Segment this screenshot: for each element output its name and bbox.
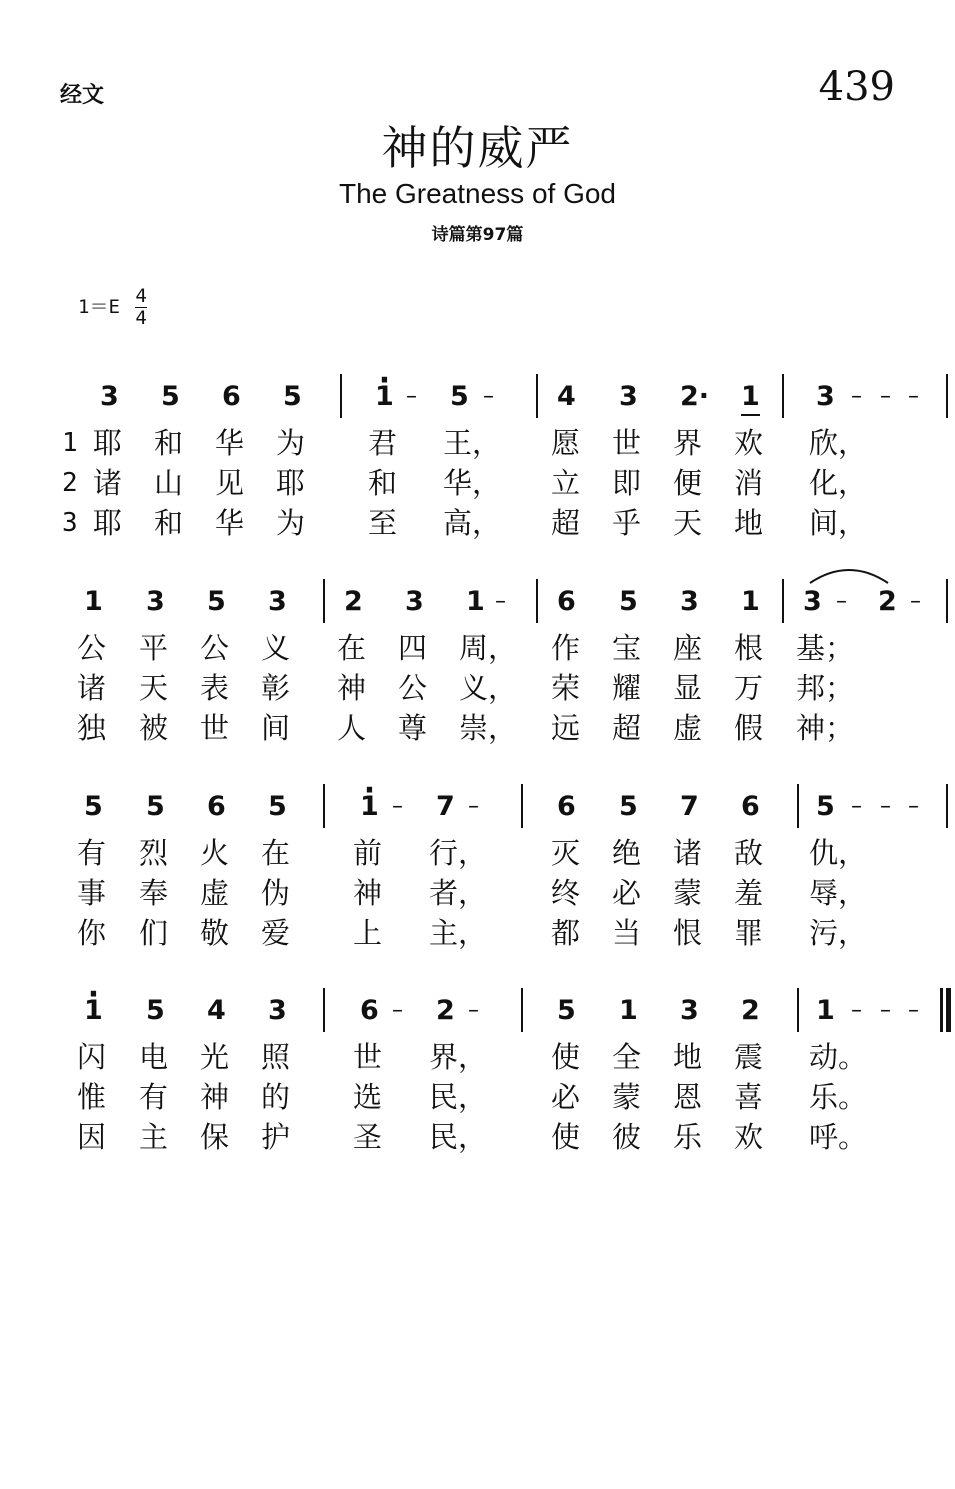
lyric-char: 作 bbox=[551, 631, 581, 665]
note: 5 bbox=[283, 381, 302, 412]
lyric-char: 和 bbox=[154, 506, 184, 540]
lyric-char: 间 bbox=[261, 711, 291, 745]
lyric-char: 和 bbox=[154, 426, 184, 460]
verse-line-2 bbox=[0, 874, 955, 914]
bar-line bbox=[521, 784, 523, 828]
lyric-char: 必 bbox=[612, 876, 642, 910]
lyric-char: 电 bbox=[139, 1040, 169, 1074]
verse-line-3 bbox=[0, 709, 955, 749]
lyric-char: 选 bbox=[353, 1080, 383, 1114]
lyric-char: 有 bbox=[139, 1080, 169, 1114]
title-chinese: 神的威严 bbox=[381, 121, 574, 175]
note: 7 bbox=[436, 791, 455, 822]
time-numerator: 4 bbox=[135, 285, 147, 307]
note: 5 bbox=[161, 381, 180, 412]
lyric-char: 照 bbox=[261, 1040, 291, 1074]
dash: – bbox=[468, 794, 479, 819]
dash: – bbox=[880, 794, 891, 819]
bar-line bbox=[323, 784, 325, 828]
lyric-char: 蒙 bbox=[612, 1080, 642, 1114]
verse-line-1 bbox=[0, 834, 955, 874]
lyric-char: 华 bbox=[215, 506, 245, 540]
lyric-char: 为 bbox=[276, 426, 306, 460]
bar-line bbox=[323, 579, 325, 623]
notation-row bbox=[0, 782, 955, 834]
note: 6 bbox=[360, 995, 379, 1026]
lyric-char: 万 bbox=[734, 671, 764, 705]
lyric-char: 敬 bbox=[200, 916, 230, 950]
lyric-char: 烈 bbox=[139, 836, 169, 870]
lyric-char: 周， bbox=[459, 631, 518, 665]
verse-line-3 bbox=[0, 914, 955, 954]
key-signature bbox=[78, 286, 147, 329]
lyric-char: 座 bbox=[673, 631, 703, 665]
lyric-char: 耀 bbox=[612, 671, 642, 705]
bar-line bbox=[536, 374, 538, 418]
lyric-char: 公 bbox=[200, 631, 230, 665]
dash: – bbox=[910, 589, 921, 614]
lyric-char: 上 bbox=[353, 916, 383, 950]
dash: – bbox=[908, 384, 919, 409]
dash: – bbox=[880, 384, 891, 409]
lyric-char: 地 bbox=[734, 506, 764, 540]
lyric-char: 蒙 bbox=[673, 876, 703, 910]
note-high: · 1 bbox=[375, 380, 394, 414]
dash: – bbox=[392, 998, 403, 1023]
lyric-char: 火 bbox=[200, 836, 230, 870]
lyric-char: 在 bbox=[261, 836, 291, 870]
dash: – bbox=[908, 794, 919, 819]
bar-line bbox=[521, 988, 523, 1032]
lyric-char: 使 bbox=[551, 1120, 581, 1154]
lyric-char: 主， bbox=[429, 916, 488, 950]
lyric-char: 公 bbox=[77, 631, 107, 665]
page-number: 439 bbox=[818, 64, 895, 110]
lyric-char: 崇， bbox=[459, 711, 518, 745]
lyric-char: 义， bbox=[459, 671, 518, 705]
title-english: The Greatness of God bbox=[338, 178, 617, 209]
lyric-char: 四 bbox=[398, 631, 428, 665]
verse-line-1 bbox=[0, 424, 955, 464]
lyric-char: 根 bbox=[734, 631, 764, 665]
lyric-char: 彰 bbox=[261, 671, 291, 705]
verse-line-2 bbox=[0, 669, 955, 709]
lyric-char: 超 bbox=[551, 506, 581, 540]
lyric-char: 民， bbox=[429, 1080, 488, 1114]
time-denominator: 4 bbox=[135, 307, 147, 329]
verse-line-1 bbox=[0, 629, 955, 669]
lyric-char: 保 bbox=[200, 1120, 230, 1154]
note: 6 bbox=[557, 791, 576, 822]
final-bar-line-thin bbox=[940, 988, 943, 1032]
lyric-char: 罪 bbox=[734, 916, 764, 950]
notation-row bbox=[0, 372, 955, 424]
lyric-char: 你 bbox=[77, 916, 107, 950]
verse-number: 2 bbox=[62, 468, 78, 498]
bar-line bbox=[797, 784, 799, 828]
dash: – bbox=[908, 998, 919, 1023]
lyric-char: 喜 bbox=[734, 1080, 764, 1114]
note: 5 bbox=[146, 995, 165, 1026]
bar-line bbox=[946, 784, 948, 828]
lyric-char: 动。 bbox=[809, 1040, 868, 1074]
lyric-char: 圣 bbox=[353, 1120, 383, 1154]
lyric-char: 至 bbox=[368, 506, 398, 540]
lyric-char: 光 bbox=[200, 1040, 230, 1074]
note: 7 bbox=[680, 791, 699, 822]
dash: – bbox=[851, 384, 862, 409]
dash: – bbox=[392, 794, 403, 819]
lyric-char: 假 bbox=[734, 711, 764, 745]
lyric-char: 世 bbox=[353, 1040, 383, 1074]
verse-line-3 bbox=[0, 504, 955, 544]
music-system-2 bbox=[0, 577, 955, 749]
lyric-char: 基； bbox=[796, 631, 855, 665]
lyric-char: 耶 bbox=[93, 506, 123, 540]
lyric-char: 都 bbox=[551, 916, 581, 950]
lyric-char: 化， bbox=[809, 466, 868, 500]
lyric-char: 有 bbox=[77, 836, 107, 870]
lyric-char: 超 bbox=[612, 711, 642, 745]
note: 1 bbox=[466, 586, 485, 617]
note: 6 bbox=[222, 381, 241, 412]
lyric-char: 神 bbox=[337, 671, 367, 705]
lyric-char: 乎 bbox=[612, 506, 642, 540]
dash: – bbox=[851, 794, 862, 819]
lyric-char: 华， bbox=[443, 466, 502, 500]
notation-row bbox=[0, 986, 955, 1038]
note: 4 bbox=[557, 381, 576, 412]
lyric-char: 神 bbox=[200, 1080, 230, 1114]
note: 4 bbox=[207, 995, 226, 1026]
bar-line bbox=[536, 579, 538, 623]
lyric-char: 者， bbox=[429, 876, 488, 910]
note: 3 bbox=[405, 586, 424, 617]
lyric-char: 震 bbox=[734, 1040, 764, 1074]
section-label: 经文 bbox=[60, 82, 105, 108]
lyric-char: 欣， bbox=[809, 426, 868, 460]
lyric-char: 虚 bbox=[673, 711, 703, 745]
lyric-char: 在 bbox=[337, 631, 367, 665]
bar-line bbox=[323, 988, 325, 1032]
lyric-char: 见 bbox=[215, 466, 245, 500]
lyric-char: 远 bbox=[551, 711, 581, 745]
note: 2 bbox=[436, 995, 455, 1026]
verse-number: 3 bbox=[62, 508, 78, 538]
note: 3 bbox=[680, 995, 699, 1026]
note: 6 bbox=[741, 791, 760, 822]
bar-line bbox=[797, 988, 799, 1032]
lyric-char: 义 bbox=[261, 631, 291, 665]
lyric-char: 和 bbox=[368, 466, 398, 500]
lyric-char: 神； bbox=[796, 711, 855, 745]
note: 1 bbox=[619, 995, 638, 1026]
scripture-reference: 诗篇第97篇 bbox=[431, 225, 524, 245]
note: 5 bbox=[619, 791, 638, 822]
lyric-char: 立 bbox=[551, 466, 581, 500]
verse-line-3 bbox=[0, 1118, 955, 1158]
lyric-char: 消 bbox=[734, 466, 764, 500]
lyric-char: 欢 bbox=[734, 426, 764, 460]
lyric-char: 诸 bbox=[673, 836, 703, 870]
lyric-char: 恨 bbox=[673, 916, 703, 950]
lyric-char: 主 bbox=[139, 1120, 169, 1154]
lyric-char: 平 bbox=[139, 631, 169, 665]
lyric-char: 宝 bbox=[612, 631, 642, 665]
lyric-char: 污， bbox=[809, 916, 868, 950]
lyric-char: 表 bbox=[200, 671, 230, 705]
lyric-char: 乐 bbox=[673, 1120, 703, 1154]
note: 3 bbox=[268, 586, 287, 617]
lyric-char: 惟 bbox=[77, 1080, 107, 1114]
lyric-char: 被 bbox=[139, 711, 169, 745]
note: 5 bbox=[146, 791, 165, 822]
lyric-char: 前 bbox=[353, 836, 383, 870]
lyric-char: 神 bbox=[353, 876, 383, 910]
note: 5 bbox=[84, 791, 103, 822]
lyric-char: 邦； bbox=[796, 671, 855, 705]
bar-line bbox=[782, 579, 784, 623]
lyric-char: 的 bbox=[261, 1080, 291, 1114]
lyric-char: 因 bbox=[77, 1120, 107, 1154]
verse-number: 1 bbox=[62, 428, 78, 458]
lyric-char: 民， bbox=[429, 1120, 488, 1154]
lyric-char: 显 bbox=[673, 671, 703, 705]
lyric-char: 耶 bbox=[276, 466, 306, 500]
note: 5 bbox=[268, 791, 287, 822]
lyric-char: 公 bbox=[398, 671, 428, 705]
note-high: · 1 bbox=[84, 994, 103, 1028]
note: 5 bbox=[816, 791, 835, 822]
lyric-char: 界， bbox=[429, 1040, 488, 1074]
note: 5 bbox=[619, 586, 638, 617]
final-bar-line-thick bbox=[946, 988, 951, 1032]
lyric-char: 诸 bbox=[93, 466, 123, 500]
note-underlined: 1 bbox=[741, 380, 760, 416]
note: 6 bbox=[207, 791, 226, 822]
lyric-char: 事 bbox=[77, 876, 107, 910]
note: 5 bbox=[450, 381, 469, 412]
music-system-4 bbox=[0, 986, 955, 1158]
lyric-char: 王， bbox=[443, 426, 502, 460]
verse-line-2 bbox=[0, 1078, 955, 1118]
note: 3 bbox=[816, 381, 835, 412]
lyric-char: 彼 bbox=[612, 1120, 642, 1154]
tie-slur bbox=[806, 563, 892, 585]
lyric-char: 独 bbox=[77, 711, 107, 745]
lyric-char: 辱， bbox=[809, 876, 868, 910]
notation-row bbox=[0, 577, 955, 629]
dash: – bbox=[483, 384, 494, 409]
note: 5 bbox=[207, 586, 226, 617]
note: 2 bbox=[741, 995, 760, 1026]
note: 3 bbox=[146, 586, 165, 617]
lyric-char: 仇， bbox=[809, 836, 868, 870]
lyric-char: 世 bbox=[200, 711, 230, 745]
lyric-char: 当 bbox=[612, 916, 642, 950]
lyric-char: 乐。 bbox=[809, 1080, 868, 1114]
lyric-char: 耶 bbox=[93, 426, 123, 460]
verse-line-2 bbox=[0, 464, 955, 504]
note: 6 bbox=[557, 586, 576, 617]
lyric-char: 们 bbox=[139, 916, 169, 950]
lyric-char: 必 bbox=[551, 1080, 581, 1114]
lyric-char: 使 bbox=[551, 1040, 581, 1074]
dash: – bbox=[851, 998, 862, 1023]
dash: – bbox=[406, 384, 417, 409]
bar-line bbox=[782, 374, 784, 418]
lyric-char: 便 bbox=[673, 466, 703, 500]
note: 3 bbox=[803, 586, 822, 617]
verse-line-1 bbox=[0, 1038, 955, 1078]
note: 2 bbox=[878, 586, 897, 617]
lyric-char: 诸 bbox=[77, 671, 107, 705]
lyric-char: 界 bbox=[673, 426, 703, 460]
lyric-char: 君 bbox=[368, 426, 398, 460]
note: 3 bbox=[268, 995, 287, 1026]
note: 2 bbox=[344, 586, 363, 617]
dash: – bbox=[468, 998, 479, 1023]
note: 2· bbox=[680, 381, 710, 412]
lyric-char: 间， bbox=[809, 506, 868, 540]
lyric-char: 绝 bbox=[612, 836, 642, 870]
lyric-char: 华 bbox=[215, 426, 245, 460]
lyric-char: 全 bbox=[612, 1040, 642, 1074]
lyric-char: 护 bbox=[261, 1120, 291, 1154]
bar-line bbox=[946, 579, 948, 623]
lyric-char: 终 bbox=[551, 876, 581, 910]
lyric-char: 行， bbox=[429, 836, 488, 870]
note: 3 bbox=[680, 586, 699, 617]
lyric-char: 愿 bbox=[551, 426, 581, 460]
lyric-char: 灭 bbox=[551, 836, 581, 870]
lyric-char: 为 bbox=[276, 506, 306, 540]
note: 3 bbox=[100, 381, 119, 412]
note-high: · 1 bbox=[360, 790, 379, 824]
lyric-char: 人 bbox=[337, 711, 367, 745]
dash: – bbox=[880, 998, 891, 1023]
dash: – bbox=[836, 589, 847, 614]
lyric-char: 天 bbox=[673, 506, 703, 540]
lyric-char: 天 bbox=[139, 671, 169, 705]
key-label: 1＝E bbox=[78, 296, 120, 318]
note: 5 bbox=[557, 995, 576, 1026]
lyric-char: 呼。 bbox=[809, 1120, 868, 1154]
note: 3 bbox=[619, 381, 638, 412]
note: 1 bbox=[84, 586, 103, 617]
dash: – bbox=[495, 589, 506, 614]
lyric-char: 伪 bbox=[261, 876, 291, 910]
music-system-1 bbox=[0, 372, 955, 544]
music-system-3 bbox=[0, 782, 955, 954]
lyric-char: 世 bbox=[612, 426, 642, 460]
lyric-char: 虚 bbox=[200, 876, 230, 910]
lyric-char: 欢 bbox=[734, 1120, 764, 1154]
lyric-char: 地 bbox=[673, 1040, 703, 1074]
lyric-char: 山 bbox=[154, 466, 184, 500]
bar-line bbox=[946, 374, 948, 418]
lyric-char: 即 bbox=[612, 466, 642, 500]
time-signature bbox=[135, 286, 146, 329]
lyric-char: 敌 bbox=[734, 836, 764, 870]
note: 1 bbox=[741, 586, 760, 617]
lyric-char: 奉 bbox=[139, 876, 169, 910]
lyric-char: 爱 bbox=[261, 916, 291, 950]
lyric-char: 尊 bbox=[398, 711, 428, 745]
lyric-char: 荣 bbox=[551, 671, 581, 705]
lyric-char: 恩 bbox=[673, 1080, 703, 1114]
lyric-char: 羞 bbox=[734, 876, 764, 910]
bar-line bbox=[340, 374, 342, 418]
lyric-char: 高， bbox=[443, 506, 502, 540]
lyric-char: 闪 bbox=[77, 1040, 107, 1074]
note: 1 bbox=[816, 995, 835, 1026]
